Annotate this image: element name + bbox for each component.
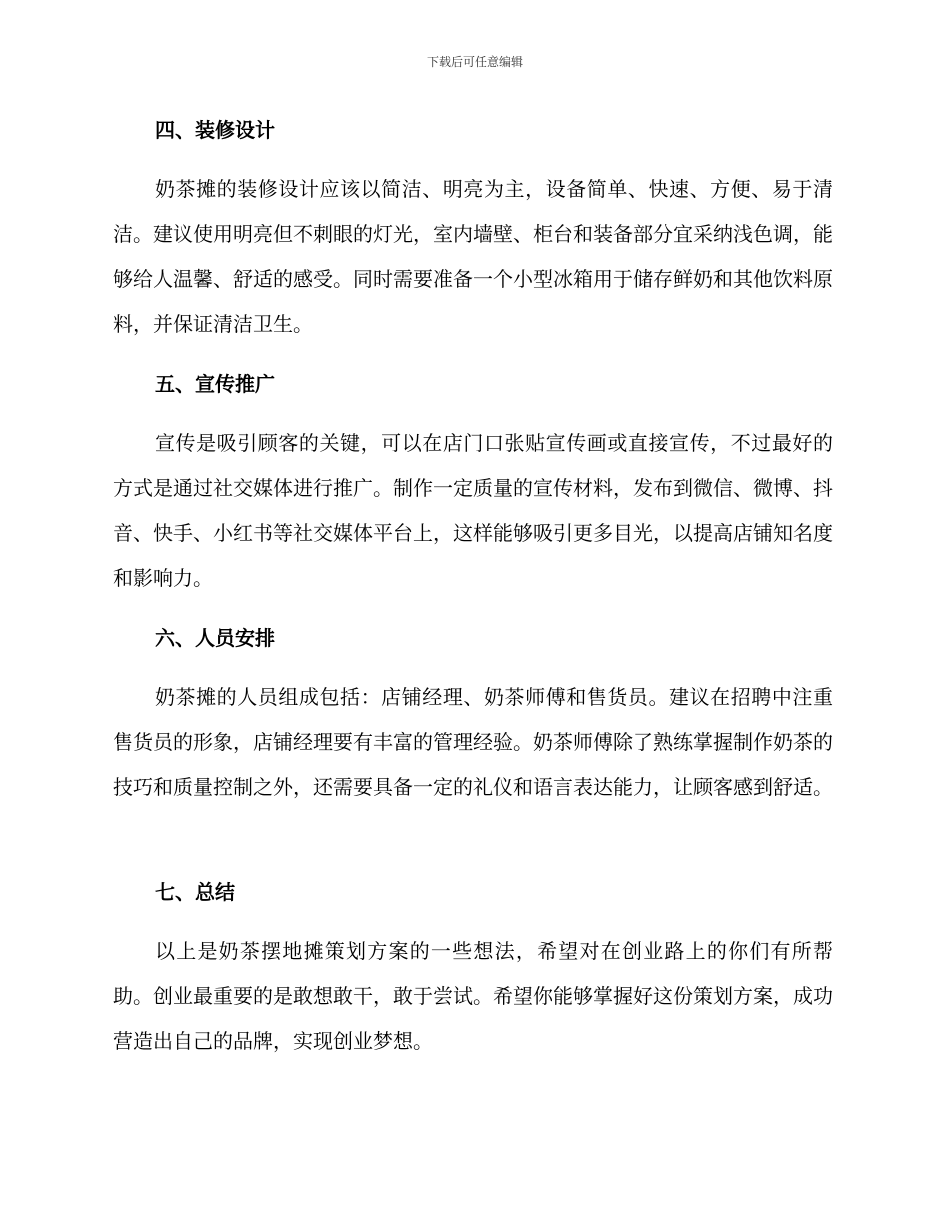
- section-decoration-design: [113, 116, 833, 366]
- section-heading: 四、装修设计: [155, 118, 275, 142]
- section-promotion: [113, 370, 833, 620]
- section-summary: [113, 878, 833, 1064]
- section-paragraph: 奶茶摊的装修设计应该以简洁、明亮为主，设备简单、快速、方便、易于清洁。建议使用明亮但不刺眼的灯光，室内墙壁、柜台和装备部分宜采纳浅色调，能够给人温馨、舒适的感受。同时需要准备一个小型冰箱用于储存鲜奶和其他饮料原料，并保证清洁卫生。: [113, 177, 833, 336]
- section-heading: 六、人员安排: [155, 626, 275, 650]
- section-paragraph: 奶茶摊的人员组成包括：店铺经理、奶茶师傅和售货员。建议在招聘中注重售货员的形象，店铺经理要有丰富的管理经验。奶茶师傅除了熟练掌握制作奶茶的技巧和质量控制之外，还需要具备一定的礼仪和语言表达能力，让顾客感到舒适。: [113, 685, 833, 799]
- section-heading: 七、总结: [155, 880, 235, 904]
- section-heading: 五、宣传推广: [155, 372, 275, 396]
- section-staffing: [113, 624, 833, 874]
- section-paragraph: 以上是奶茶摆地摊策划方案的一些想法，希望对在创业路上的你们有所帮助。创业最重要的是敢想敢干，敢于尝试。希望你能够掌握好这份策划方案，成功营造出自己的品牌，实现创业梦想。: [113, 939, 833, 1053]
- section-paragraph: 宣传是吸引顾客的关键，可以在店门口张贴宣传画或直接宣传，不过最好的方式是通过社交媒体进行推广。制作一定质量的宣传材料，发布到微信、微博、抖音、快手、小红书等社交媒体平台上，这样能够吸引更多目光，以提高店铺知名度和影响力。: [113, 431, 833, 590]
- document-body: [113, 110, 833, 1064]
- page-header-note: 下载后可任意编辑: [426, 55, 523, 69]
